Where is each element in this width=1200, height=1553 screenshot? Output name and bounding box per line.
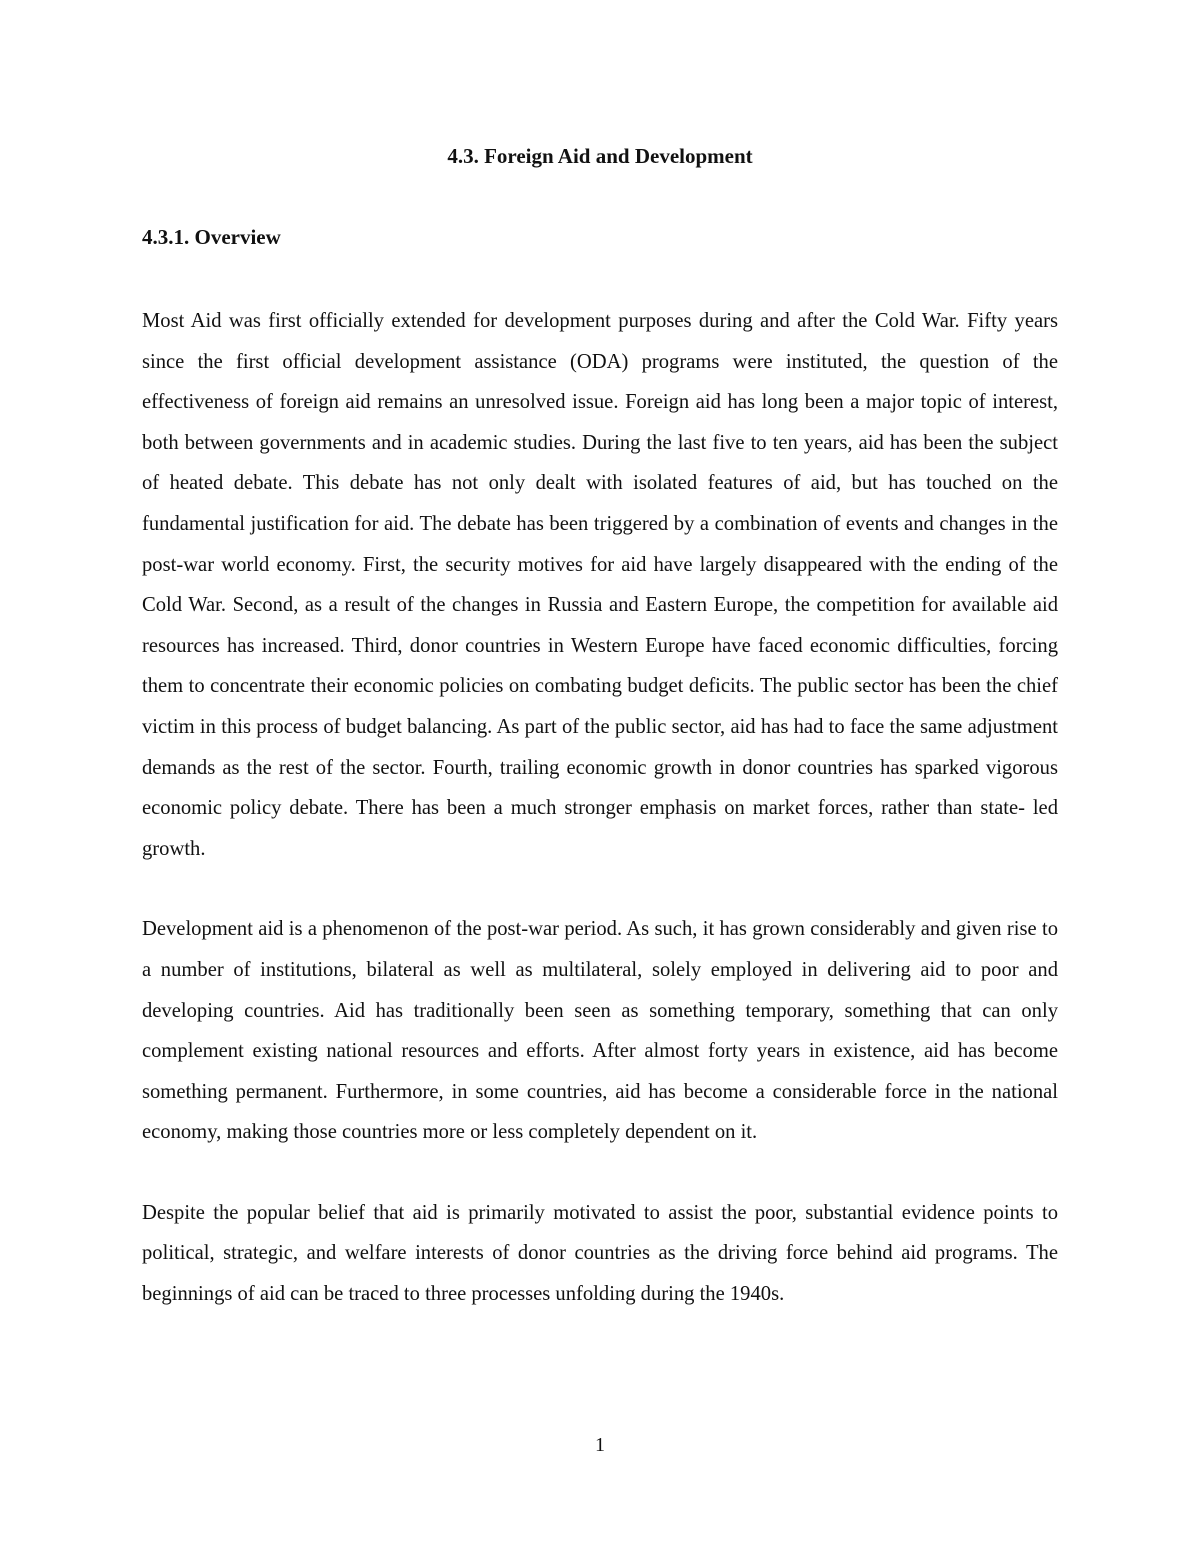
- page-number: 1: [595, 1434, 605, 1456]
- document-title: 4.3. Foreign Aid and Development: [447, 144, 753, 168]
- section-heading: 4.3.1. Overview: [142, 225, 281, 249]
- page-content: [142, 140, 1058, 1315]
- paragraph-3: Despite the popular belief that aid is primarily motivated to assist the poor, substantial evidence points to political, strategic, and welfare interests of donor countries as the driving force behind aid programs. The beginnings of aid can be traced to three processes unfolding during the 1940s.: [142, 1201, 1058, 1306]
- paragraph-2: Development aid is a phenomenon of the post-war period. As such, it has grown considerably and given rise to a number of institutions, bilateral as well as multilateral, solely employed in delivering aid to poor and developing countries. Aid has traditionally been seen as something temporary, something that can only complement existing national resources and efforts. After almost forty years in existence, aid has become something permanent. Furthermore, in some countries, aid has become a considerable force in the national economy, making those countries more or less completely dependent on it.: [142, 918, 1058, 1144]
- paragraph-1: Most Aid was first officially extended for development purposes during and after the Cold War. Fifty years since the first official development assistance (ODA) programs were instituted, the question of the effectiveness of foreign aid remains an unresolved issue. Foreign aid has long been a major topic of interest, both between governments and in academic studies. During the last five to ten years, aid has been the subject of heated debate. This debate has not only dealt with isolated features of aid, but has touched on the fundamental justification for aid. The debate has been triggered by a combination of events and changes in the post-war world economy. First, the security motives for aid have largely disappeared with the ending of the Cold War. Second, as a result of the changes in Russia and Eastern Europe, the competition for available aid resources has increased. Third, donor countries in Western Europe have faced economic difficulties, forcing them to concentrate their economic policies on combating budget deficits. The public sector has been the chief victim in this process of budget balancing. As part of the public sector, aid has had to face the same adjustment demands as the rest of the sector. Fourth, trailing economic growth in donor countries has sparked vigorous economic policy debate. There has been a much stronger emphasis on market forces, rather than state- led growth.: [142, 310, 1058, 860]
